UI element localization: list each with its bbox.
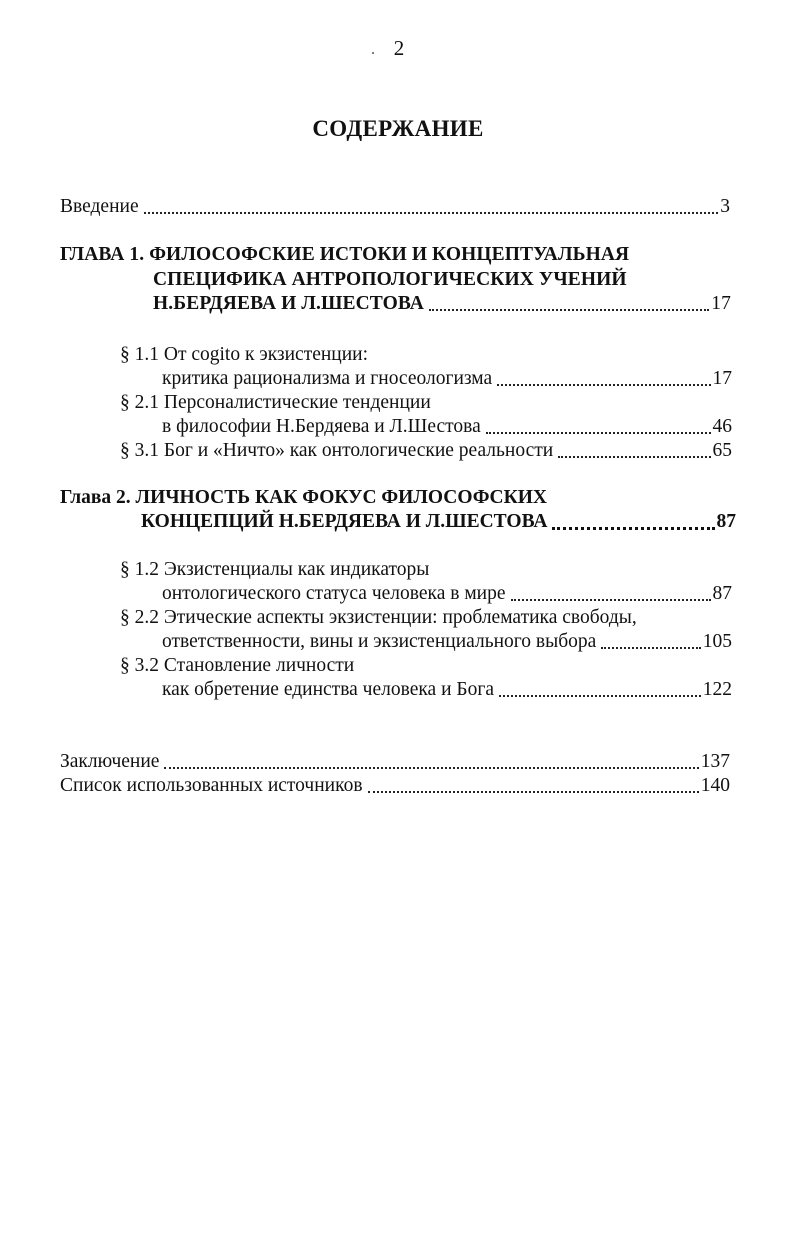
toc-entry-label: в философии Н.Бердяева и Л.Шестова bbox=[162, 416, 481, 437]
dot-leader bbox=[144, 211, 719, 214]
toc-entry-label: КОНЦЕПЦИЙ Н.БЕРДЯЕВА И Л.ШЕСТОВА bbox=[141, 511, 548, 532]
toc-entry-page: 87 bbox=[716, 511, 736, 532]
dot-leader bbox=[497, 383, 710, 386]
dot-leader bbox=[558, 455, 710, 458]
page-title: СОДЕРЖАНИЕ bbox=[312, 116, 484, 141]
toc-entry-label: Список использованных источников bbox=[60, 775, 363, 796]
dot-leader bbox=[164, 766, 698, 769]
toc-entry-label: как обретение единства человека и Бога bbox=[162, 679, 494, 700]
toc-entry-page: 46 bbox=[712, 416, 732, 437]
scan-speck bbox=[372, 52, 374, 54]
dot-leader bbox=[601, 646, 700, 649]
chapter1-heading-line1[interactable]: ГЛАВА 1. ФИЛОСОФСКИЕ ИСТОКИ И КОНЦЕПТУАЛЬНАЯ bbox=[60, 244, 630, 265]
toc-entry-page: 87 bbox=[712, 583, 732, 604]
toc-entry-label: Н.БЕРДЯЕВА И Л.ШЕСТОВА bbox=[153, 293, 424, 314]
section-2-2-line2[interactable] bbox=[162, 630, 732, 654]
section-1-1-line1[interactable]: § 1.1 От cogito к экзистенции: bbox=[120, 344, 369, 365]
section-2-2-line1[interactable]: § 2.2 Этические аспекты экзистенции: проблематика свободы, bbox=[120, 607, 637, 628]
toc-entry-page: 65 bbox=[712, 440, 732, 461]
toc-entry-intro[interactable] bbox=[60, 195, 730, 219]
section-2-1-line1[interactable]: § 2.1 Персоналистические тенденции bbox=[120, 392, 431, 413]
dot-leader bbox=[368, 790, 699, 793]
toc-entry-page: 17 bbox=[711, 293, 731, 314]
dot-leader bbox=[486, 431, 711, 434]
toc-entry-sources[interactable] bbox=[60, 774, 730, 798]
toc-entry-page: 105 bbox=[702, 631, 732, 652]
dot-leader bbox=[499, 694, 701, 697]
toc-entry-label: Введение bbox=[60, 196, 139, 217]
chapter1-heading-line2[interactable]: СПЕЦИФИКА АНТРОПОЛОГИЧЕСКИХ УЧЕНИЙ bbox=[153, 269, 627, 290]
toc-entry-page: 122 bbox=[702, 679, 732, 700]
toc-entry-page: 137 bbox=[700, 751, 730, 772]
toc-entry-label: Заключение bbox=[60, 751, 160, 772]
toc-entry-conclusion[interactable] bbox=[60, 750, 730, 774]
chapter1-heading-line3[interactable] bbox=[153, 292, 731, 316]
toc-entry-page: 140 bbox=[700, 775, 730, 796]
section-1-1-line2[interactable] bbox=[162, 367, 732, 391]
toc-entry-label: онтологического статуса человека в мире bbox=[162, 583, 506, 604]
toc-entry-page: 3 bbox=[720, 196, 730, 217]
toc-entry-label: § 3.1 Бог и «Ничто» как онтологические реальности bbox=[120, 440, 554, 461]
section-3-2-line2[interactable] bbox=[162, 678, 732, 702]
section-3-2-line1[interactable]: § 3.2 Становление личности bbox=[120, 655, 355, 676]
section-3-1[interactable] bbox=[120, 439, 732, 463]
chapter2-heading-line1[interactable]: Глава 2. ЛИЧНОСТЬ КАК ФОКУС ФИЛОСОФСКИХ bbox=[60, 487, 547, 508]
dot-leader bbox=[429, 308, 709, 311]
page-number: 2 bbox=[393, 36, 405, 60]
dot-leader bbox=[511, 598, 711, 601]
dot-leader bbox=[552, 526, 714, 530]
toc-entry-label: ответственности, вины и экзистенциального выбора bbox=[162, 631, 597, 652]
toc-entry-label: критика рационализма и гносеологизма bbox=[162, 368, 493, 389]
section-2-1-line2[interactable] bbox=[162, 415, 732, 439]
toc-entry-page: 17 bbox=[712, 368, 732, 389]
section-1-2-line2[interactable] bbox=[162, 582, 732, 606]
chapter2-heading-line2[interactable] bbox=[141, 510, 736, 534]
section-1-2-line1[interactable]: § 1.2 Экзистенциалы как индикаторы bbox=[120, 559, 430, 580]
